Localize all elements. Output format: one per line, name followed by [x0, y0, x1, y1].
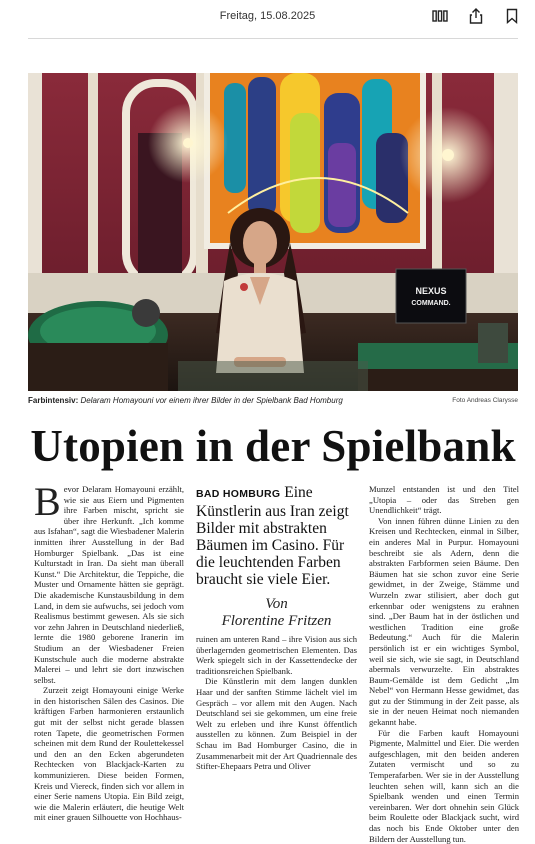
article-paragraph: Die Künstlerin mit dem langen dunklen Haar und der sanften Stimme lächelt viel im Gespräch – vor allem mit den Augen. Nach Deutschland sei sie gekommen, um eine freie Welt zu erleben und ihre Kunst öffentlich ausstellen zu können. Zum Beispiel in der Schau im Bad Homburger Casino, die in Zusammenarbeit mit der Art Quadriennale des Stifter-Ehepaars Petra und Oliver	[196, 676, 357, 772]
article-column-2	[196, 484, 357, 772]
teaser	[196, 484, 357, 630]
sign-text-line2: COMMAND.	[411, 300, 451, 307]
headline: Utopien in der Spielbank	[30, 421, 516, 471]
caption-text: Delaram Homayouni vor einem ihrer Bilder in der Spielbank Bad Homburg	[80, 396, 343, 405]
caption-lead: Farbintensiv:	[28, 396, 79, 405]
photo-caption	[28, 396, 518, 410]
bookmark-icon[interactable]	[503, 7, 521, 25]
share-icon[interactable]	[467, 7, 485, 25]
article-paragraph	[34, 479, 184, 685]
casino-photo-illustration	[28, 73, 518, 391]
toolbar-icons	[431, 7, 521, 25]
article-column-3	[369, 484, 519, 844]
photo-credit: Foto Andreas Clarysse	[452, 397, 518, 404]
pages-icon[interactable]	[431, 7, 449, 25]
issue-date: Freitag, 15.08.2025	[219, 10, 316, 22]
dateline-place: BAD HOMBURG	[196, 488, 281, 500]
paragraph-text: evor Delaram Homayouni erzählt, wie sie aus Eiern und Pigmenten ihre Farben mischt, spricht sie über ihre Herkunft. „Ich komme aus Isfahan“, sagt die Wiesbadener Malerin inmitten ihrer Ausstellung in der Bad Homburger Spielbank. „Das ist eine Kulturstadt in Iran. Da sieht man überall Kunst.“ Die Architektur, die Teppiche, die Muster und Ornamente hätten sie geprägt. Die akademische Kunstausbildung in dem Land, in dem sie aufwuchs, sei jedoch vom Realismus bestimmt gewesen. Als sie sich vor zehn Jahren in Deutschland niederließ, lernte die 1980 geborene Iranerin im Studium an der Wiesbadener Freien Kunstschule auch die moderne abstrakte Malerei – und lehrt sie dort inzwischen selbst.	[34, 484, 184, 685]
article-paragraph: Zurzeit zeigt Homayouni einige Werke in den historischen Sälen des Casinos. Die kräftigen Farben harmonieren erstaunlich gut mit der selbst nicht gerade blassen roten Tapete, die geometrischen Formen scheinen mit dem Rund der Roulettekessel und den an den Ecken abgerundeten Rechtecken von Blackjack-Karten zu kommunizieren. Diese beiden Formen, Kreis und Viereck, finden sich vor allem in einer Serie namens Utopia. Ein Bild zeigt, wie die Malerin erläutert, die heutige Welt mit einer grauen Silhouette von Hochhaus-	[34, 685, 184, 823]
byline-von: Von	[265, 596, 288, 612]
article-photo	[28, 73, 518, 391]
sign-text-line1: NEXUS	[415, 286, 447, 296]
teaser-text	[196, 484, 357, 588]
top-bar	[0, 0, 535, 38]
article-paragraph: Von innen führen dünne Linien zu den Kreisen und Rechtecken, einmal in Silber, ein anderes Mal in Purpur. Homayouni beschreibt sie als Adern, denn die abstrakten Farbformen seien Bäume. Den Bäumen hat sie schon zuvor eine Serie gewidmet, in der Zweige, Stämme und Wurzeln zwar stilisiert, aber doch gut erkennbar oder wenigstens zu erahnen sind. „Der Baum hat in der östlichen und westlichen Tradition eine große Bedeutung.“ Auch für die Malerin persönlich ist er ein wichtiges Symbol, weil sie sich, wie sie sagt, in Deutschland abermals verwurzelte. Ein abstraktes Baum-Gemälde ist dem Gedicht „Im Nebel“ von Hermann Hesse gewidmet, das gut zu der Stimmung in der Zeit passe, als sie in der neuen Heimat noch niemanden gekannt habe.	[369, 515, 519, 728]
drop-cap: B	[34, 479, 61, 524]
teaser-body: Eine Künstlerin aus Iran zeigt Bilder mit abstrakten Bäumen im Casino. Für die leuchtenden Farben braucht sie viele Eier.	[196, 484, 349, 588]
byline-author: Florentine Fritzen	[221, 613, 332, 629]
article-column-1	[34, 479, 184, 823]
article-paragraph: Munzel entstanden ist und den Titel „Utopia – oder das Streben gen Unendlichkeit“ trägt.	[369, 484, 519, 516]
top-divider	[28, 38, 518, 39]
article-paragraph: Für die Farben kauft Homayouni Pigmente, Malmittel und Eier. Die werden aufgeschlagen, mit den beiden anderen Zutaten vermischt und so zu Temperafarben. Wer sie in der Ausstellung leuchten sehen will, kann sich an die Spielbank wenden und einen Termin vereinbaren. Wer dort ohnehin sein Glück beim Roulette oder Blackjack sucht, wird das noch bis Ende Oktober unter den Bildern der Ausstellung tun.	[369, 727, 519, 844]
article-paragraph: ruinen am unteren Rand – ihre Vision aus sich überlagernden geometrischen Elementen. Das Werk spiegelt sich in der Kassettendecke der traditionsreichen Spielbank.	[196, 634, 357, 676]
